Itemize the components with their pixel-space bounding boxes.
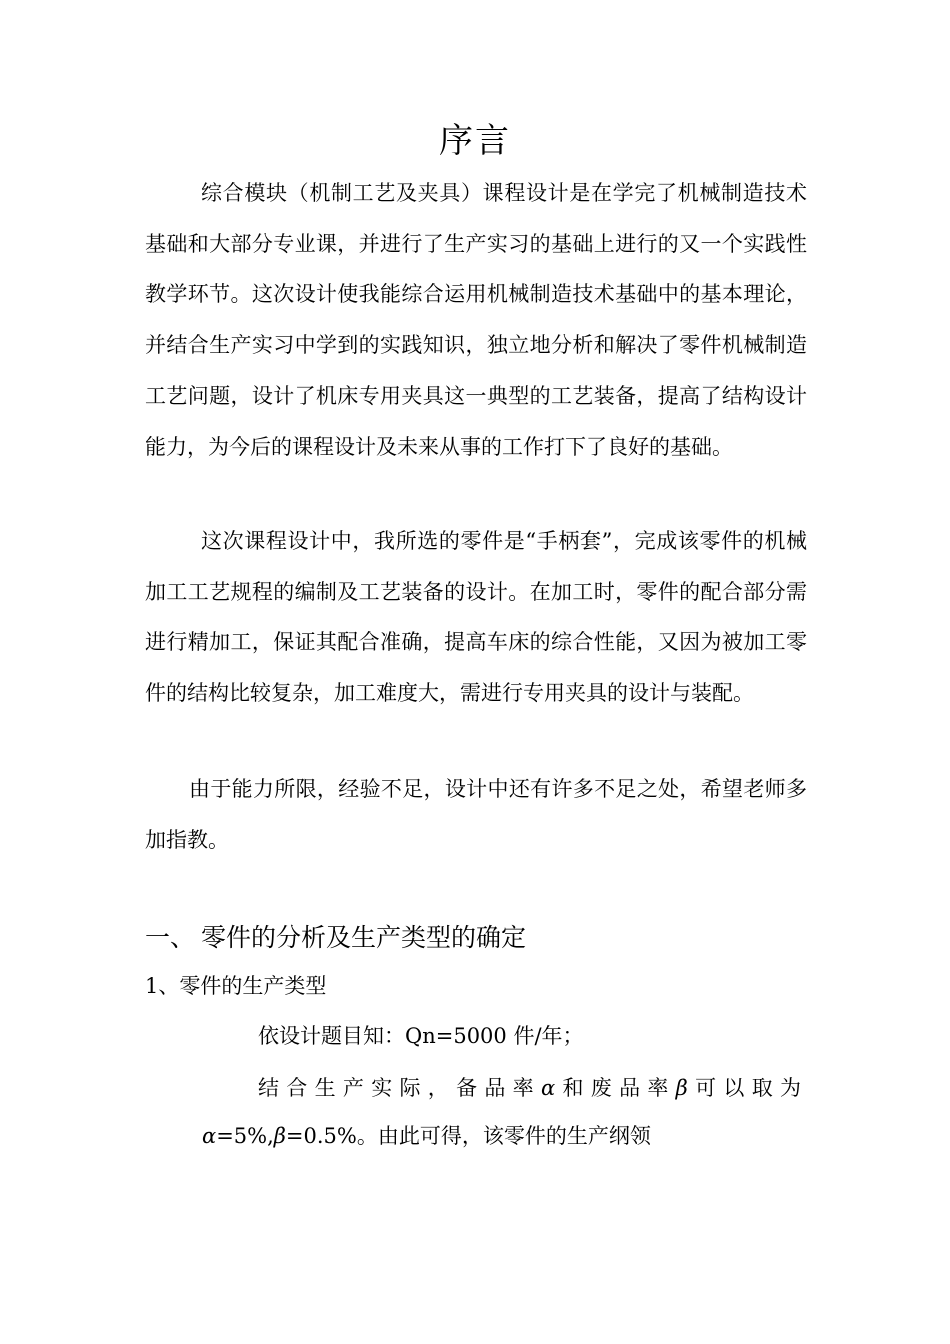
rate-text-b: 和废品率	[561, 1076, 676, 1100]
page-title: 序言	[439, 121, 511, 161]
preface-paragraph-1: 综合模块（机制工艺及夹具）课程设计是在学完了机械制造技术基础和大部分专业课，并进行了生产实习的基础上进行的又一个实践性教学环节。这次设计使我能综合运用机械制造技术基础中的基本理论，并结合生产实习中学到的实践知识，独立地分析和解决了零件机械制造工艺问题，设计了机床专用夹具这一典型的工艺装备，提高了结构设计能力，为今后的课程设计及未来从事的工作打下了良好的基础。	[145, 181, 807, 459]
beta-value-and-text: =0.5%。由此可得，该零件的生产纲领	[285, 1124, 651, 1148]
beta-symbol: β	[675, 1076, 694, 1100]
rate-values-line	[202, 1116, 651, 1156]
section-title: 零件的分析及生产类型的确定	[201, 923, 527, 952]
production-quantity-line: 依设计题目知：Qn=5000 件/年；	[258, 1024, 584, 1048]
rate-text-c: 可以取为	[693, 1076, 808, 1100]
subsection-heading: 1、零件的生产类型	[145, 974, 327, 998]
rate-text-a: 结合生产实际，备品率	[258, 1076, 541, 1100]
beta-symbol-2: β	[273, 1124, 286, 1148]
alpha-value: =5%,	[216, 1124, 274, 1148]
preface-paragraph-3: 由于能力所限，经验不足，设计中还有许多不足之处，希望老师多加指教。	[145, 777, 807, 852]
section-number: 一、	[145, 923, 196, 952]
alpha-symbol: α	[540, 1076, 562, 1100]
alpha-symbol-2: α	[202, 1124, 217, 1148]
rate-description-line	[258, 1068, 807, 1108]
section-heading	[145, 916, 526, 960]
preface-paragraph-2: 这次课程设计中，我所选的零件是“手柄套”，完成该零件的机械加工工艺规程的编制及工艺装备的设计。在加工时，零件的配合部分需进行精加工，保证其配合准确，提高车床的综合性能，又因为被加工零件的结构比较复杂，加工难度大，需进行专用夹具的设计与装配。	[145, 529, 807, 706]
